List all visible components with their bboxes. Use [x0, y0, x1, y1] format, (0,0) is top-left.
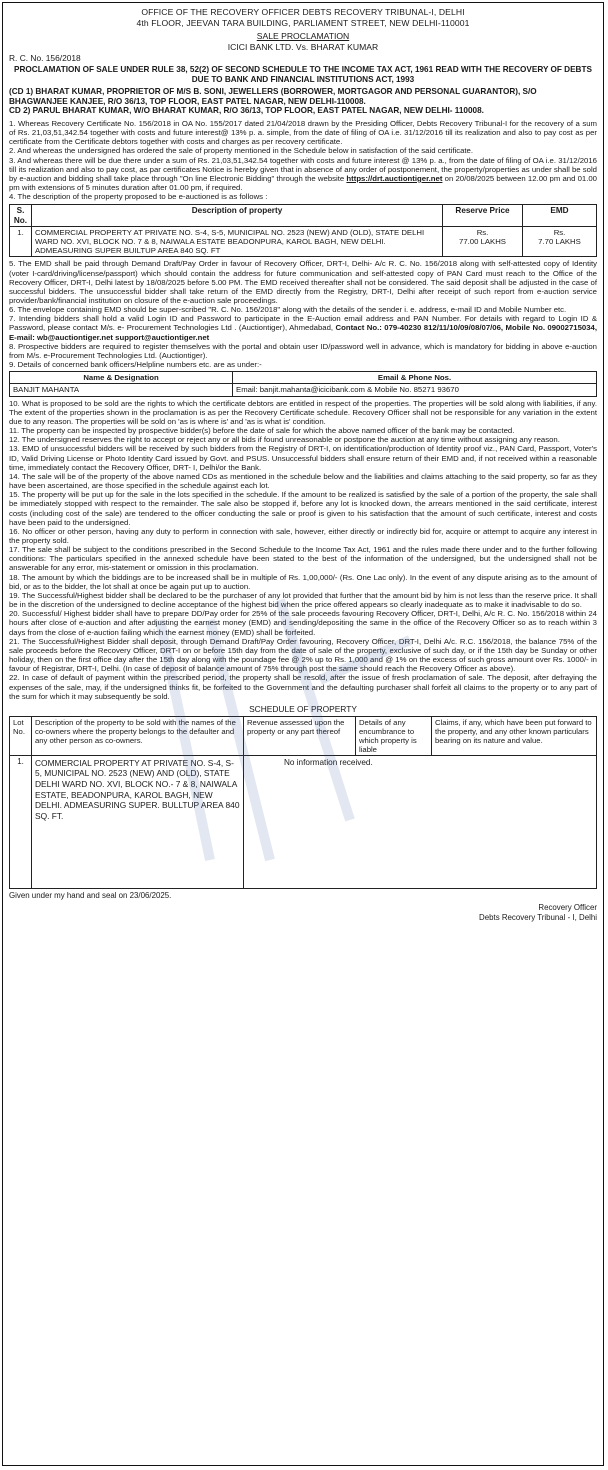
para-4: 4. The description of the property proposed to be e-auctioned is as follows :	[9, 192, 268, 202]
cell-reserve-price	[443, 226, 523, 257]
cell-officer-name: BANJIT MAHANTA	[10, 384, 233, 396]
certificate-debtor-2: CD 2) PARUL BHARAT KUMAR, W/O BHARAT KUMAR, R/O 36/13, TOP FLOOR, EAST PATEL NAGAR, NEW DELHI- 110008.	[9, 106, 484, 116]
para-3	[9, 156, 597, 193]
schedule-table	[9, 716, 597, 889]
col-property-description: Description of the property to be sold with the names of the co-owners where the property belongs to the defaulter and any other person as co-owners.	[32, 716, 244, 755]
para-10: 10. What is proposed to be sold are the rights to which the certificate debtors are entitled in respect of the properties. The properties will be sold along with liabilities, if any. The extent of the properties shown in the proclamation is as per the Recovery Certificate schedule. Recovery Officer shall not be responsible for any variation in the extent due to any reason. The properties will be sold on 'as is where is' and 'as is what is' condition.	[9, 398, 597, 426]
contact-table-header	[10, 372, 597, 384]
property-table	[9, 204, 597, 257]
property-table-header	[10, 205, 597, 226]
table-row	[10, 384, 597, 396]
para-13: 13. EMD of unsuccessful bidders will be received by such bidders from the Registry of DRT-I, on identification/production of Identity proof viz., PAN Card, Passport, Voter's ID, Valid Driving License or Photo Identity Card issued by Govt. and PSUS. Unsuccessful bidders shall ensure return of their EMD and, if not received within a reasonable time, immediately contact the Recovery Officer, DRT- I, Delhi/or the Bank.	[9, 444, 597, 472]
auctiontiger-contact: Contact No.: 079-40230 812/11/10/09/08/07/06, Mobile No. 09002715034, E-mail: wb@auctiontiger.net support@auctiontiger.net	[9, 323, 597, 342]
para-22: 22. In case of default of payment within the prescribed period, the property shall be resold, after the issue of fresh proclamation of sale. The deposit, after defraying the expenses of the sale, may, if the undersigned thinks fit, be forfeited to the Government and the defaulting purchaser shall forfeit all claims to the property or to any part of the sum for which it may subsequently be sold.	[9, 673, 597, 701]
para-12: 12. The undersigned reserves the right to accept or reject any or all bids if found unreasonable or postpone the auction at any time without assigning any reason.	[9, 435, 560, 445]
cell-emd	[523, 226, 597, 257]
cell-sno: 1.	[10, 226, 32, 257]
emd-amount: 7.70 LAKHS	[538, 236, 581, 246]
para-19: 19. The Successful/Highest bidder shall be declared to be the purchaser of any lot provided that further that the amount bid by him is not less than the reserve price. It shall be in the discretion of the undersigned to decline acceptance of the highest bid when the price offered appears so clearly inadequate as to make it inadvisable to do so.	[9, 590, 597, 610]
col-reserve-price: Reserve Price	[443, 205, 523, 226]
para-14: 14. The sale will be of the property of the above named CDs as mentioned in the schedule below and the liabilities and claims attaching to the said property, so far as they have been ascertained, are those specified in the schedule against each lot.	[9, 471, 597, 491]
case-title: ICICI BANK LTD. Vs. BHARAT KUMAR	[227, 42, 379, 52]
office-header	[9, 7, 597, 28]
col-revenue-assessed: Revenue assessed upon the property or any part thereof	[244, 716, 356, 755]
col-encumbrance: Details of any encumbrance to which property is liable	[356, 716, 432, 755]
para-11: 11. The property can be inspected by prospective bidder(s) before the date of sale for which the above named officer of the bank may be contacted.	[9, 426, 515, 436]
certificate-debtor-1: (CD 1) BHARAT KUMAR, PROPRIETOR OF M/S B. SONI, JEWELLERS (BORROWER, MORTGAGOR AND PERSONAL GUARANTOR), S/O BHAGWANJEE KANJEE, R/O 36/13, TOP FLOOR, EAST PATEL NAGAR, NEW DELHI-110008.	[9, 87, 537, 106]
para-7	[9, 314, 597, 341]
table-row	[10, 755, 597, 888]
cell-officer-contact: Email: banjit.mahanta@icicibank.com & Mobile No. 85271 93670	[233, 384, 597, 396]
para-17: 17. The sale shall be subject to the conditions prescribed in the Second Schedule to the Income Tax Act, 1961 and the rules made there under and to the further following conditions: The particulars specified in the annexed schedule have been stated to the best of the information of the undersigned, but the undersigned shall not be answerable for any error, mis-statement or omission in this proclamation.	[9, 545, 597, 573]
col-email-phone: Email & Phone Nos.	[233, 372, 597, 384]
signatory-title: Recovery Officer	[538, 902, 597, 912]
col-name: Name & Designation	[10, 372, 233, 384]
signatory-office: Debts Recovery Tribunal - I, Delhi	[479, 912, 597, 922]
reserve-currency: Rs.	[476, 227, 489, 237]
rc-number: R. C. No. 156/2018	[9, 53, 81, 63]
para-21: 21. The Successful/Highest Bidder shall deposit, through Demand Draft/Pay Order favouring, Recovery Officer, DRT-I, Delhi A/c. R.C. 156/2018, the balance 75% of the sale proceeds before the Recovery Officer, DRT-I on or before 15th day from the date of sale of the property, exclusive of such day, or if the 15th day be Sunday or other holiday, then on the first office day after the 15th day along with the poundage fee @ 2% up to Rs. 1,000 and @ 1% on the excess of such gross amount over Rs. 1000/- in favour of Registrar, DRT-I, Delhi. (In case of deposit of balance amount of 75% through post the same should reach the Recovery Officer as above).	[9, 636, 597, 674]
sale-proclamation-notice	[2, 2, 604, 1466]
office-address: 4th FLOOR, JEEVAN TARA BUILDING, PARLIAMENT STREET, NEW DELHI-110001	[136, 17, 470, 28]
para-5: 5. The EMD shall be paid through Demand Draft/Pay Order in favour of Recovery Officer, DRT-I, Delhi- A/c R. C. No. 156/2018 along with self-attested copy of Identity (voter I-card/driving/license/passport) which should contain the address for future communication and self-attested copy of PAN Card must reach to the Office of the Recovery Officer, DRT-I, Delhi latest by 18/08/2025 before 5.00 PM. The EMD received thereafter shall not be considered. The said deposit shall be adjusted in the case of successful bidders. The unsuccessful bidder shall take return of the EMD directly from the Registry, DRT-I, Delhi after receipt of such report from e-auction service provider/bank/financial institution on closure of the e-auction sale proceedings.	[9, 259, 597, 306]
col-emd: EMD	[523, 205, 597, 226]
table-row	[10, 226, 597, 257]
cell-no-information: No information received.	[244, 755, 597, 888]
para-18: 18. The amount by which the biddings are to be increased shall be in multiple of Rs. 1,00,000/- (Rs. One Lac only). In the event of any dispute arising as to the amount of bid, or as to the bidder, the lot shall at once be again put up to auction.	[9, 572, 597, 591]
para-20: 20. Successful/ Highest bidder shall have to prepare DD/Pay order for 25% of the sale proceeds favouring Recovery Officer, DRT-I, Delhi, A/c R. C. No. 156/2018 within 24 hours after close of e-auction and after adjusting the earnest money (EMD) and sending/depositing the same in the office of the Recovery Officer so as to reach within 3 days from the close of e-auction failing which the earnest money (EMD) shall be forfeited.	[9, 609, 597, 637]
cell-property-description: COMMERCIAL PROPERTY AT PRIVATE NO. S-4, S-5, MUNICIPAL NO. 2523 (NEW) AND (OLD), STATE DELHI WARD NO. XVI, BLOCK NO.- 7 & 8, NAIWALA ESTATE, BEADONPURA, KAROL BAGH, NEW DELHI. ADMEASURING SUPER. BULLTUP AREA 840 SQ. FT.	[32, 755, 244, 888]
schedule-title: SCHEDULE OF PROPERTY	[249, 703, 357, 714]
col-lot-no: Lot No.	[10, 716, 32, 755]
col-description: Description of property	[32, 205, 443, 226]
reserve-amount: 77.00 LAKHS	[459, 236, 506, 246]
para-3-text-end: on 20/08/2025 between 12.00 pm and 01.00 pm with extensions of 5 minutes duration after 01.00 pm, if required.	[9, 173, 597, 193]
emd-currency: Rs.	[553, 227, 566, 237]
office-name: OFFICE OF THE RECOVERY OFFICER DEBTS RECOVERY TRIBUNAL-I, DELHI	[141, 7, 465, 17]
col-sno: S. No.	[10, 205, 32, 226]
proclamation-heading: PROCLAMATION OF SALE UNDER RULE 38, 52(2) OF SECOND SCHEDULE TO THE INCOME TAX ACT, 1961 READ WITH THE RECOVERY OF DEBTS DUE TO BANK AND FINANCIAL INSTITUTIONS ACT, 1993	[14, 65, 592, 84]
para-15: 15. The property will be put up for the sale in the lots specified in the schedule. If the amount to be realized is satisfied by the sale of a portion of the property, the sale shall be immediately stopped with respect to the remainder. The sale also be stopped if, before any lot is knocked down, the arrears mentioned in the said certificate, interest costs (including cost of the sale) are tendered to the officer conducting the sale or proof is given to his satisfaction that the amount of such certificate, interest and costs have been paid to the undersigned.	[9, 490, 597, 527]
para-1: 1. Whereas Recovery Certificate No. 156/2018 in OA No. 155/2017 dated 21/04/2018 drawn by the Presiding Officer, Debts Recovery Tribunal-I for the recovery of a sum of Rs. 21,03,51,342.54 together with costs and future interest@ 13% p. a. simple, from the date of filing of OA i.e. 31/12/2016 till its realization and also to pay cost as per certificate from the Certificate debtors together with costs and charges as per recovery certificate.	[9, 118, 597, 147]
contact-table	[9, 371, 597, 396]
auction-website-link[interactable]: https://drt.auctiontiger.net	[346, 173, 443, 183]
para-9: 9. Details of concerned bank officers/Helpline numbers etc. are as under:-	[9, 360, 262, 370]
para-3-text: 3. And whereas there will be due there under a sum of Rs. 21,03,51,342.54 together with costs and future interest @ 13% p. a., from the date of filing of OA i.e. 31/12/2016 till its realization and also to pay cost, as par certificates Notice is hereby given that in absence of any order of postponement, the property/properties as under shall be sold by e-auction and bidding shall take place through "On line Electronic Bidding" through the website	[9, 155, 597, 183]
sale-title: SALE PROCLAMATION	[256, 31, 350, 41]
cell-description: COMMERCIAL PROPERTY AT PRIVATE NO. S-4, S-5, MUNICIPAL NO. 2523 (NEW) AND (OLD), STATE DELHI WARD NO. XVI, BLOCK NO. 7 & 8, NAIWALA ESTATE BEADONPURA, KAROL BAGH, NEW DELHI. ADMEASURING SUPER BUILTUP AREA 840 SQ. FT	[32, 226, 443, 257]
col-claims: Claims, if any, which have been put forward to the property, and any other known particulars bearing on its nature and value.	[432, 716, 597, 755]
cell-lot-no: 1.	[10, 755, 32, 888]
given-under-hand: Given under my hand and seal on 23/06/2025.	[9, 890, 172, 900]
para-6: 6. The envelope containing EMD should be super-scribed "R. C. No. 156/2018" along with the details of the sender i. e. address, e-mail ID and Mobile Number etc.	[9, 305, 567, 315]
para-2: 2. And whereas the undersigned has ordered the sale of property mentioned in the Schedule below in satisfaction of the said certificate.	[9, 146, 473, 156]
para-7-text: 7. Intending bidders shall hold a valid Login ID and Password to participate in the E-Auction email address and PAN Number. For details with regard to Login ID & Password, please contact M/s. e- Procurement Technologies Ltd . (Auctiontiger), Ahmedabad,	[9, 314, 597, 333]
footer	[9, 891, 597, 923]
para-8: 8. Prospective bidders are required to register themselves with the portal and obtain user ID/password well in advance, which is mandatory for bidding in above e-auction from M/s. e-Procurement Technologies Ltd. (Auctiontiger).	[9, 341, 597, 360]
schedule-table-header	[10, 716, 597, 755]
para-16: 16. No officer or other person, having any duty to perform in connection with sale, however, either directly or indirectly bid for, acquire or attempt to acquire any interest in the property sold.	[9, 526, 597, 546]
